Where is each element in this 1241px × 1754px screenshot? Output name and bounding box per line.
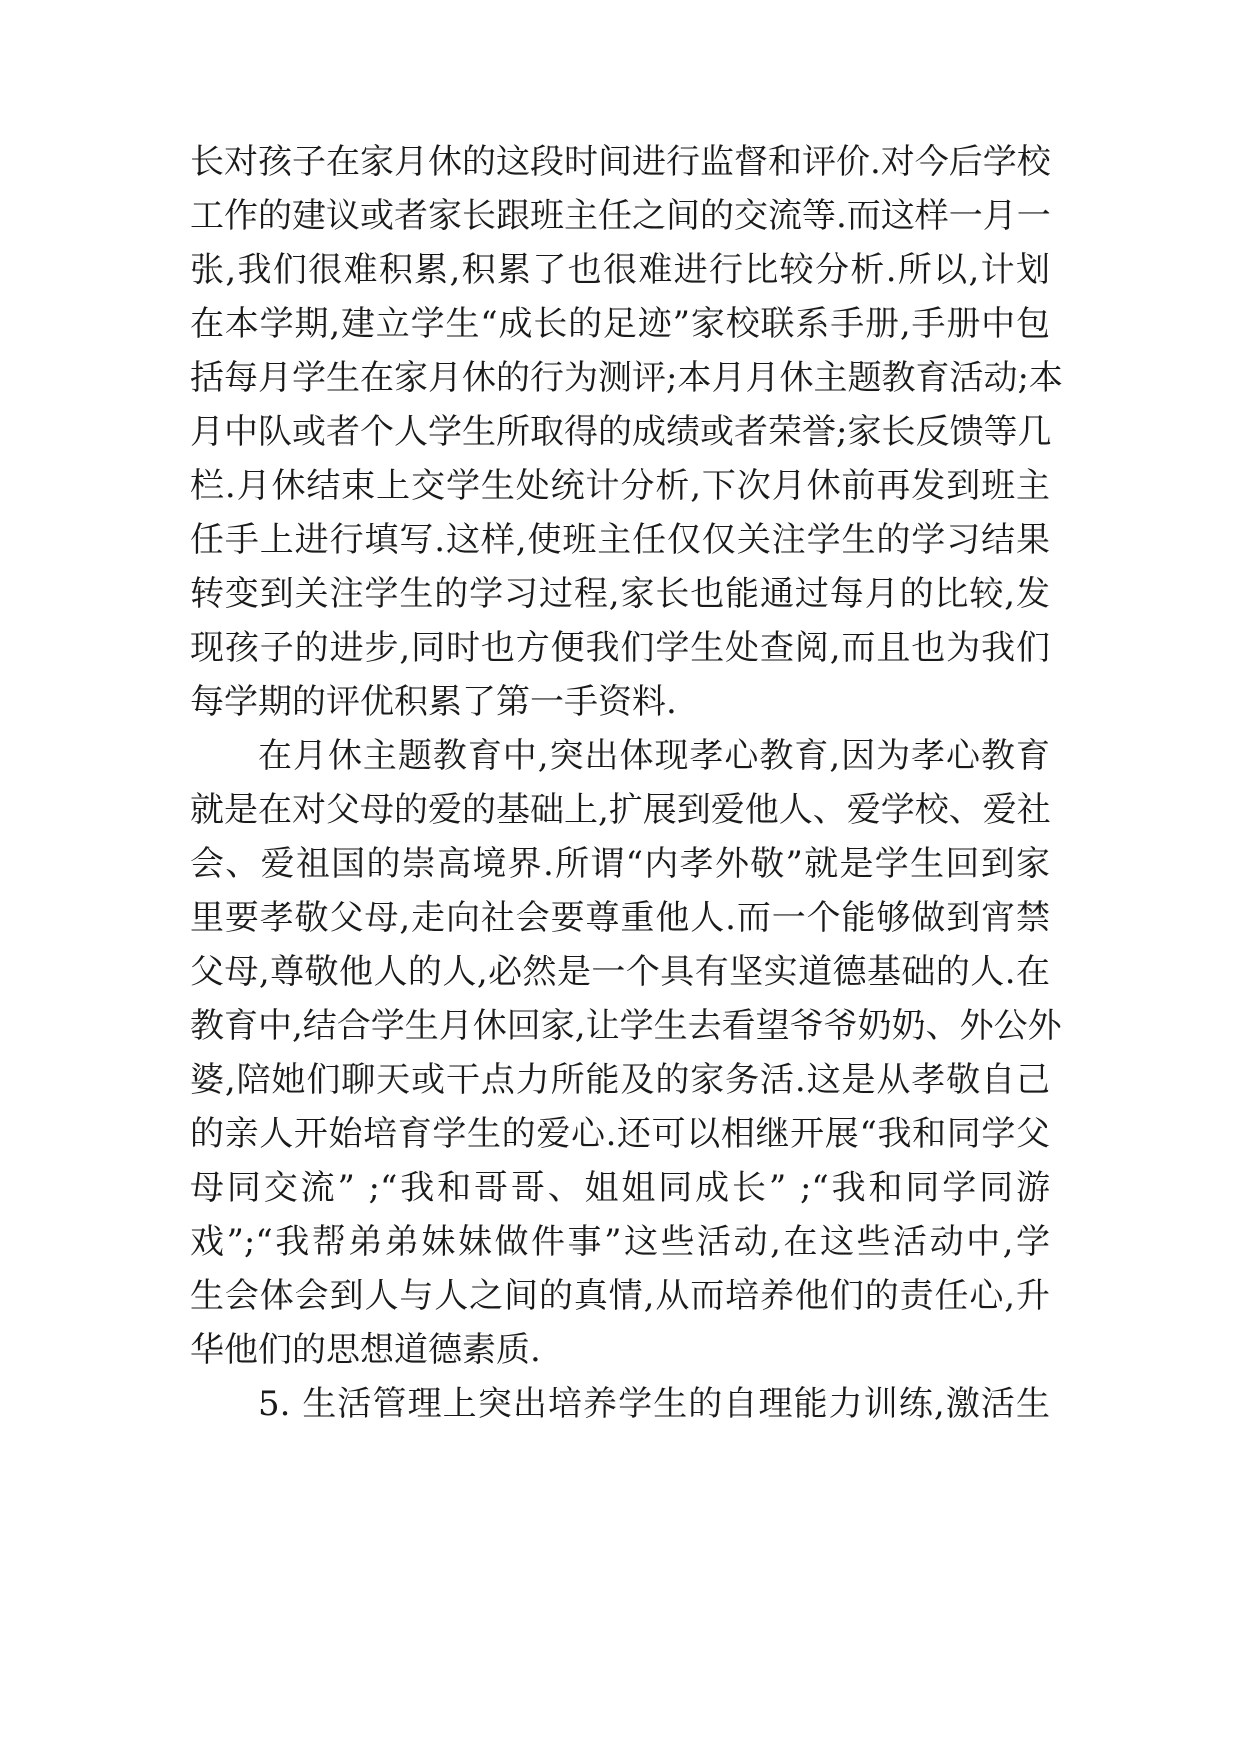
paragraph-2-line-4: 里要孝敬父母,走向社会要尊重他人.而一个能够做到宵禁 [190, 898, 1050, 938]
paragraph-1-line-8: 任手上进行填写.这样,使班主任仅仅关注学生的学习结果 [190, 520, 1050, 560]
paragraph-2-line-12: 华他们的思想道德素质. [190, 1330, 541, 1370]
paragraph-2-line-2: 就是在对父母的爱的基础上,扩展到爱他人、爱学校、爱社 [190, 790, 1051, 830]
paragraph-1-line-11: 每学期的评优积累了第一手资料. [190, 682, 677, 722]
paragraph-1-line-7: 栏.月休结束上交学生处统计分析,下次月休前再发到班主 [190, 466, 1050, 506]
paragraph-1-line-3: 张,我们很难积累,积累了也很难进行比较分析.所以,计划 [190, 250, 1050, 290]
paragraph-1-line-2: 工作的建议或者家长跟班主任之间的交流等.而这样一月一 [190, 196, 1051, 236]
paragraph-1-line-1: 长对孩子在家月休的这段时间进行监督和评价.对今后学校 [190, 142, 1051, 182]
paragraph-1-line-10: 现孩子的进步,同时也方便我们学生处查阅,而且也为我们 [190, 628, 1050, 668]
paragraph-1-line-4: 在本学期,建立学生“成长的足迹”家校联系手册,手册中包 [190, 304, 1050, 344]
paragraph-2-line-7: 婆,陪她们聊天或干点力所能及的家务活.这是从孝敬自己 [190, 1060, 1050, 1100]
paragraph-1-line-5: 括每月学生在家月休的行为测评;本月月休主题教育活动;本 [190, 358, 1063, 398]
paragraph-2-line-5: 父母,尊敬他人的人,必然是一个具有坚实道德基础的人.在 [190, 952, 1050, 992]
paragraph-1-line-6: 月中队或者个人学生所取得的成绩或者荣誉;家长反馈等几 [190, 412, 1052, 452]
paragraph-2-line-6: 教育中,结合学生月休回家,让学生去看望爷爷奶奶、外公外 [190, 1006, 1062, 1046]
paragraph-2-line-10: 戏”;“我帮弟弟妹妹做件事”这些活动,在这些活动中,学 [190, 1222, 1050, 1262]
paragraph-2-line-11: 生会体会到人与人之间的真情,从而培养他们的责任心,升 [190, 1276, 1050, 1316]
paragraph-2-line-3: 会、爱祖国的崇高境界.所谓“内孝外敬”就是学生回到家 [190, 844, 1050, 884]
paragraph-2-line-9: 母同交流” ;“我和哥哥、姐姐同成长” ;“我和同学同游 [190, 1168, 1050, 1208]
paragraph-2-line-8: 的亲人开始培育学生的爱心.还可以相继开展“我和同学父 [190, 1114, 1050, 1154]
paragraph-1-line-9: 转变到关注学生的学习过程,家长也能通过每月的比较,发 [190, 574, 1050, 614]
paragraph-2-line-1: 在月休主题教育中,突出体现孝心教育,因为孝心教育 [258, 736, 1050, 776]
paragraph-3-line-1: 5. 生活管理上突出培养学生的自理能力训练,激活生 [258, 1384, 1050, 1424]
